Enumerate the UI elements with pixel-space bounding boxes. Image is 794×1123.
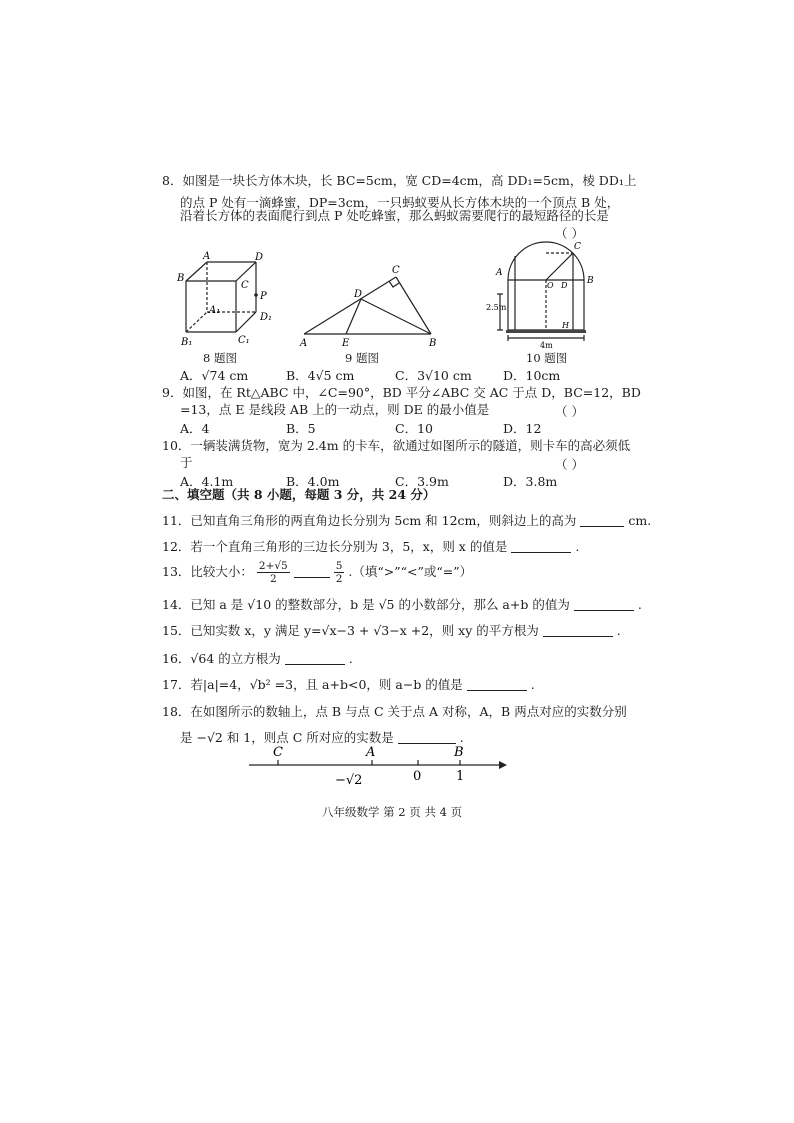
numberline-tick-one: 1 <box>456 769 465 784</box>
q9-line1: 9．如图，在 Rt△ABC 中，∠C=90°，BD 平分∠ABC 交 AC 于点 D，BC=12，BD <box>162 385 641 400</box>
fig8-label-A: A <box>203 251 211 262</box>
fig8-label-B1: B₁ <box>181 337 193 348</box>
q8-option-c: C．3√10 cm <box>395 368 472 383</box>
q10-answer-paren: （ ） <box>555 457 584 472</box>
q8-line2: 的点 P 处有一滴蜂蜜，DP=3cm，一只蚂蚁要从长方体木块的一个顶点 B 处， <box>180 195 620 210</box>
q17-end: . <box>530 677 535 692</box>
fig10-label-D: D <box>561 281 568 290</box>
fig10-width-label: 4m <box>540 341 553 350</box>
fig10-label-C: C <box>574 242 581 252</box>
figure-9-caption: 9 题图 <box>345 351 379 365</box>
q11-answer-blank[interactable] <box>580 513 624 527</box>
q13-frac1-num: 2+√5 <box>258 560 288 572</box>
fig8-label-D: D <box>255 252 264 263</box>
q13-instruction: .（填“>”“<”或“=”） <box>348 564 473 579</box>
q16 <box>162 650 353 668</box>
q13 <box>162 558 472 586</box>
fig8-label-P: P <box>260 291 267 302</box>
q17-text: 17．若|a|=4，√b² =3，且 a+b<0，则 a−b 的值是 <box>162 677 463 692</box>
q14-end: . <box>637 597 642 612</box>
fig9-label-B: B <box>429 338 437 349</box>
q14-text: 14．已知 a 是 √10 的整数部分，b 是 √5 的小数部分，那么 a+b 的值为 <box>162 597 570 612</box>
q10-option-d: D．3.8m <box>503 474 558 489</box>
numberline-tick-zero: 0 <box>413 769 422 784</box>
q13-text: 13．比较大小： <box>162 564 253 579</box>
numberline-label-B: B <box>454 745 464 760</box>
q12 <box>162 538 579 556</box>
numberline-tick-neg-sqrt2: −√2 <box>335 773 363 788</box>
section-2-title: 二、填空题（共 8 小题，每题 3 分，共 24 分） <box>162 487 436 502</box>
figure-10-caption: 10 题图 <box>526 351 568 365</box>
fig10-label-O: O <box>547 281 554 290</box>
fig10-label-A: A <box>496 268 503 278</box>
figure-9-triangle <box>296 262 441 350</box>
q9-line2: =13，点 E 是线段 AB 上的一动点，则 DE 的最小值是 <box>180 402 490 417</box>
fig8-label-C1: C₁ <box>238 335 250 346</box>
q8-option-a: A．√74 cm <box>180 368 249 383</box>
q13-fraction-left <box>257 560 290 585</box>
figure-8-cuboid <box>176 250 286 350</box>
fig8-label-C: C <box>241 280 249 291</box>
q8-option-d: D．10cm <box>503 368 561 383</box>
q8-option-b: B．4√5 cm <box>286 368 355 383</box>
fig9-label-C: C <box>392 265 400 276</box>
q13-answer-blank[interactable] <box>294 564 330 578</box>
q13-frac1-den: 2 <box>269 573 277 585</box>
q14 <box>162 596 642 614</box>
q11-unit: cm. <box>628 513 652 528</box>
q8-line1: 8．如图是一块长方体木块，长 BC=5cm，宽 CD=4cm，高 DD₁=5cm，棱 DD₁上 <box>162 173 637 188</box>
q16-text: 16．√64 的立方根为 <box>162 651 281 666</box>
fig10-label-H: H <box>562 321 569 330</box>
q8-line3: 沿着长方体的表面爬行到点 P 处吃蜂蜜，那么蚂蚁需要爬行的最短路径的长是 <box>180 208 609 223</box>
q11-text: 11．已知直角三角形的两直角边长分别为 5cm 和 12cm，则斜边上的高为 <box>162 513 577 528</box>
q18-end: . <box>459 730 464 745</box>
page-footer: 八年级数学 第 2 页 共 4 页 <box>322 805 463 819</box>
q10-option-c: C．3.9m <box>395 474 449 489</box>
q15 <box>162 622 621 640</box>
q10-option-b: B．4.0m <box>286 474 340 489</box>
fig8-label-D1: D₁ <box>260 312 273 323</box>
q16-end: . <box>348 651 353 666</box>
fig9-label-A: A <box>300 338 308 349</box>
q9-option-b: B．5 <box>286 421 316 436</box>
q10-option-a: A．4.1m <box>180 474 234 489</box>
fig9-label-E: E <box>342 338 350 349</box>
q12-answer-blank[interactable] <box>511 539 571 553</box>
q11 <box>162 512 651 530</box>
q15-text: 15．已知实数 x，y 满足 y=√x−3 + √3−x +2，则 xy 的平方根为 <box>162 623 539 638</box>
q18-text: 是 −√2 和 1，则点 C 所对应的实数是 <box>180 730 394 745</box>
q16-answer-blank[interactable] <box>285 651 345 665</box>
q15-answer-blank[interactable] <box>543 623 613 637</box>
q14-answer-blank[interactable] <box>574 597 634 611</box>
q12-end: . <box>575 539 580 554</box>
figure-8-caption: 8 题图 <box>203 351 237 365</box>
q13-fraction-right <box>334 560 345 585</box>
numberline-label-C: C <box>273 745 283 760</box>
q12-text: 12．若一个直角三角形的三边长分别为 3，5，x，则 x 的值是 <box>162 539 508 554</box>
q13-frac2-den: 2 <box>335 573 343 585</box>
number-line <box>245 742 507 790</box>
q9-option-d: D．12 <box>503 421 542 436</box>
q13-frac2-num: 5 <box>335 560 343 572</box>
q9-option-a: A．4 <box>180 421 210 436</box>
fig8-label-A1: A₁ <box>209 305 221 316</box>
q18-line1: 18．在如图所示的数轴上，点 B 与点 C 关于点 A 对称，A，B 两点对应的实数分别 <box>162 704 627 719</box>
q8-answer-paren: （ ） <box>555 226 584 241</box>
fig8-label-B: B <box>177 273 185 284</box>
q9-option-c: C．10 <box>395 421 433 436</box>
q10-line1: 10．一辆装满货物，宽为 2.4m 的卡车，欲通过如图所示的隧道，则卡车的高必须低 <box>162 438 631 453</box>
figure-10-tunnel <box>486 232 596 350</box>
q17-answer-blank[interactable] <box>467 677 527 691</box>
q9-answer-paren: （ ） <box>555 404 584 419</box>
q10-line2: 于 <box>180 455 193 470</box>
numberline-label-A: A <box>366 745 376 760</box>
fig9-label-D: D <box>354 289 363 300</box>
q15-end: . <box>616 623 621 638</box>
q17 <box>162 676 535 694</box>
fig10-height-label: 2.5m <box>486 303 507 312</box>
fig10-label-B: B <box>587 276 594 286</box>
